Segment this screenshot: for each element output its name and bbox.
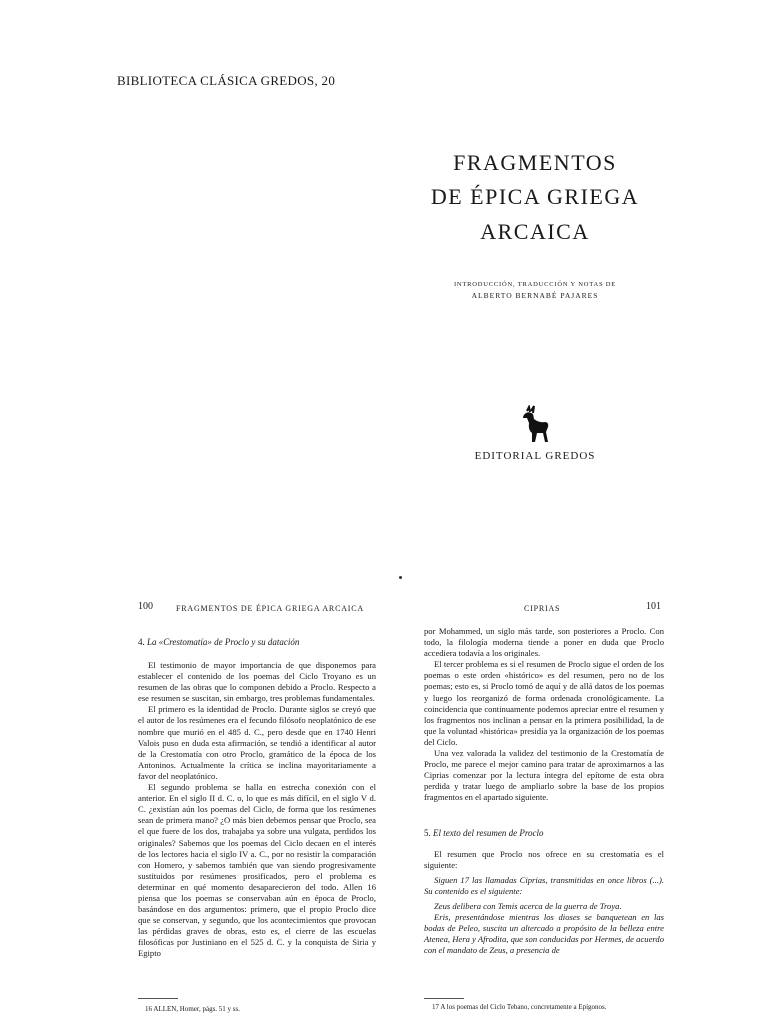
section-heading-5 xyxy=(424,828,664,839)
paragraph: El segundo problema se halla en estrecha conexión con el anterior. En el siglo II d. C. o, lo que es más difícil, en el siglo V d. C. ¿existían aún los poemas del Ciclo, de forma que los resúmenes sean de primera mano? ¿O más bien debemos pensar que Proclo, sea el que fuere de los dos, trabajaba ya sobre una vulgata, perdidos los originales? Sabemos que los poemas del Ciclo decaen en el interés de los lectores hacia el siglo IV a. C., por no resistir la comparación con Homero, y sabemos también que van siendo progresivamente sustituidos por resúmenes prosificados, pero el problema es determinar en qué momento desaparecieron del todo. Allen 16 piensa que los poemas se conservaban aún en época de Proclo, basándose en dos argumentos: primero, que el propio Proclo dice que se conservan, y segundo, que los acontecimientos que provocan las pérdidas graves de obras, esto es, el cierre de las escuelas filosóficas por Justiniano en el 525 d. C. y la conquista de Siria y Egipto xyxy=(138,782,376,959)
right-page-body xyxy=(424,626,664,956)
paragraph: El tercer problema es si el resumen de Proclo sigue el orden de los poemas o este orden «histórico» es del resumen, pero no de los poemas; esto es, si Proclo tomó de aquí y de allá datos de los poemas y luego los reorganizó de forma ordenada cronológicamente. La coincidencia que continuamente podemos apreciar entre el resumen y los fragmentos nos inclinan a pensar en la primera posibilidad, la de que la voluntad «histórica» presidía ya la organización de los poemas del Ciclo. xyxy=(424,659,664,747)
series-title: BIBLIOTECA CLÁSICA GREDOS, 20 xyxy=(117,73,336,88)
section-title: La «Crestomatía» de Proclo y su datación xyxy=(147,637,300,647)
paragraph: Una vez valorada la validez del testimonio de la Crestomatía de Proclo, me parece el mejor camino para tratar de aproximarnos a las Ciprias comenzar por la lectura íntegra del epítome de esta obra perdida y tratar luego de ampliarlo sobre la base de los propios fragmentos en el apartado siguiente. xyxy=(424,748,664,803)
paragraph: El primero es la identidad de Proclo. Durante siglos se creyó que el autor de los resúmenes era el fecundo filósofo neoplatónico de ese nombre que murió en el 485 d. C., pero desde que en 1740 Henri Valois puso en duda esta afirmación, se tendió a identificar al autor de la Crestomatía con otro Proclo, gramático de la época de los Antoninos. Actualmente la crítica se inclina mayoritariamente a favor del neoplatónico. xyxy=(138,704,376,781)
running-head-right: CIPRIAS xyxy=(524,604,561,613)
footnote-right: 17 A los poemas del Ciclo Tebano, concretamente a Epígonos. xyxy=(432,1003,607,1011)
section-title: El texto del resumen de Proclo xyxy=(433,827,544,838)
section-number: 5. xyxy=(424,827,431,838)
left-page-body xyxy=(138,660,376,960)
running-head-left: FRAGMENTOS DE ÉPICA GRIEGA ARCAICA xyxy=(176,604,364,613)
paragraph: El resumen que Proclo nos ofrece en su crestomatía es el siguiente: xyxy=(424,848,664,870)
quote-paragraph: Siguen 17 las llamadas Ciprias, transmitidas en once libros (...). Su contenido es el siguiente: xyxy=(424,874,664,896)
section-number: 4. xyxy=(138,637,145,647)
footnote-rule xyxy=(424,998,464,999)
publisher-name: EDITORIAL GREDOS xyxy=(474,450,596,462)
paragraph: El testimonio de mayor importancia de que disponemos para establecer el contenido de los poemas del Ciclo Troyano es un resumen de las obras que lo componen debido a Proclo. Respecto a ese resumen se suscitan, sin embargo, tres problemas fundamentales. xyxy=(138,660,376,704)
author-name: ALBERTO BERNABÉ PAJARES xyxy=(471,291,599,300)
book-title-line-3: ARCAICA xyxy=(480,219,590,244)
book-title-line-1: FRAGMENTOS xyxy=(453,150,617,175)
footnote-left: 16 ALLEN, Homer, págs. 51 y ss. xyxy=(145,1005,240,1013)
stray-dot xyxy=(399,576,402,579)
paragraph: por Mohammed, un siglo más tarde, son posteriores a Proclo. Con todo, la filología moderna tiende a poner en duda que Proclo accediera todavía a los originales. xyxy=(424,626,664,659)
quote-paragraph: Eris, presentándose mientras los dioses se banquetean en las bodas de Peleo, suscita un altercado a propósito de la belleza entre Atenea, Hera y Afrodita, que son conducidas por Hermes, de acuerdo con el mandato de Zeus, a presencia de xyxy=(424,912,664,956)
page-number-left: 100 xyxy=(138,601,153,612)
footnote-rule xyxy=(138,998,178,999)
gazelle-logo-icon xyxy=(515,405,555,445)
page-number-right: 101 xyxy=(646,601,661,612)
intro-credit: INTRODUCCIÓN, TRADUCCIÓN Y NOTAS DE xyxy=(453,281,617,288)
section-heading-4 xyxy=(138,637,299,647)
quote-paragraph: Zeus delibera con Temis acerca de la guerra de Troya. xyxy=(434,900,622,911)
book-title-line-2: DE ÉPICA GRIEGA xyxy=(430,184,640,209)
